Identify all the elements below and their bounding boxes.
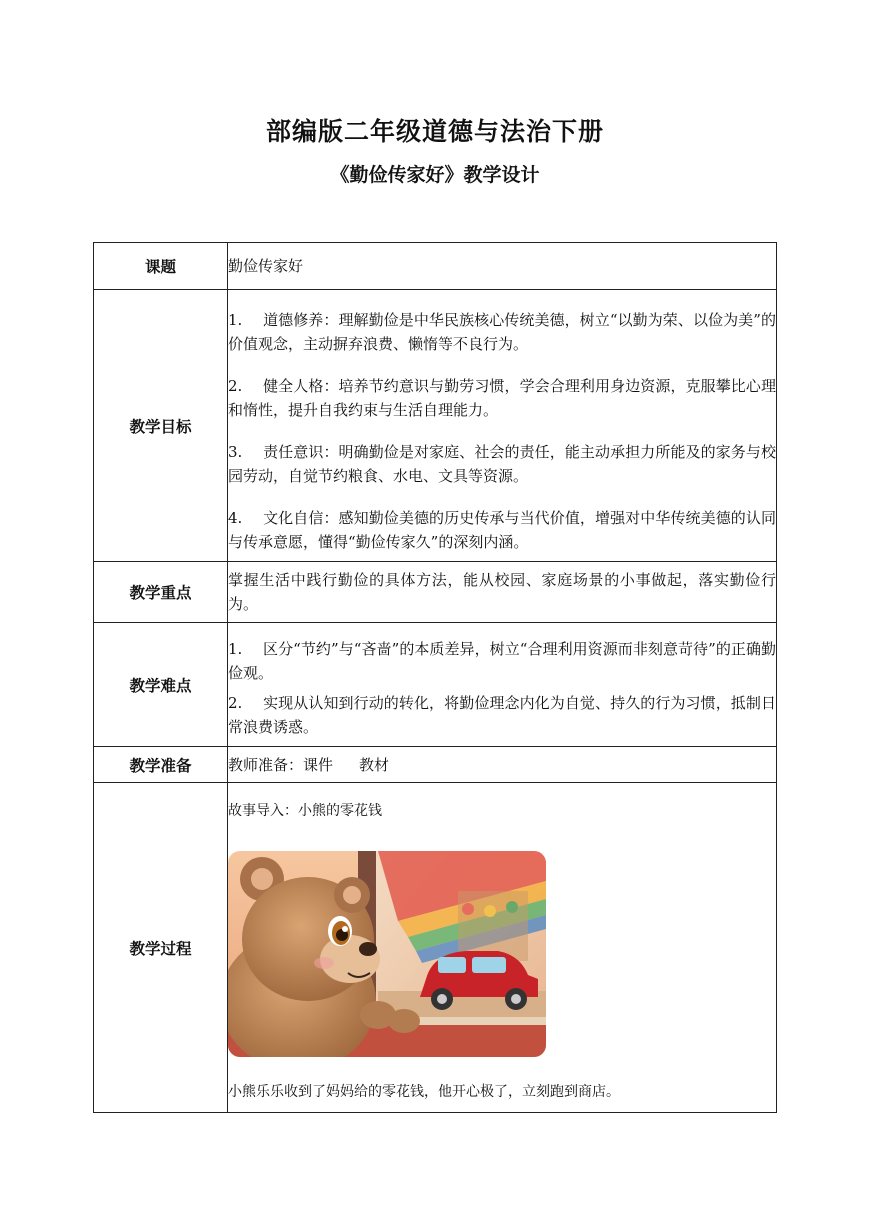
row-label-difficulties: 教学难点 xyxy=(94,623,228,747)
key-points-cell xyxy=(228,562,777,623)
preparation-prefix: 教师准备： xyxy=(228,755,304,774)
document-subtitle: 《勤俭传家好》教学设计 xyxy=(330,164,540,186)
objectives-cell xyxy=(228,290,777,562)
topic-value: 勤俭传家好 xyxy=(228,243,777,290)
document-title: 部编版二年级道德与法治下册 xyxy=(265,117,604,146)
objective-item: 3. 责任意识：明确勤俭是对家庭、社会的责任，能主动承担力所能及的家务与校园劳动，自觉节约粮食、水电、文具等资源。 xyxy=(228,443,776,485)
row-label-process: 教学过程 xyxy=(94,783,228,1113)
preparation-cell xyxy=(228,747,777,783)
lesson-plan-table xyxy=(93,242,777,1113)
preparation-item: 课件 xyxy=(303,755,334,774)
bear-story-illustration xyxy=(228,851,546,1057)
row-difficulties xyxy=(94,623,777,747)
row-process xyxy=(94,783,777,1113)
objective-item: 2. 健全人格：培养节约意识与勤劳习惯，学会合理利用身边资源，克服攀比心理和惰性，提升自我约束与生活自理能力。 xyxy=(228,377,776,419)
row-preparation xyxy=(94,747,777,783)
difficulty-item: 2. 实现从认知到行动的转化，将勤俭理念内化为自觉、持久的行为习惯，抵制日常浪费诱惑。 xyxy=(228,694,776,736)
row-label-topic: 课题 xyxy=(94,243,228,290)
process-intro: 故事导入：小熊的零花钱 xyxy=(228,803,382,819)
row-key-points xyxy=(94,562,777,623)
row-label-objectives: 教学目标 xyxy=(94,290,228,562)
objective-item: 1. 道德修养：理解勤俭是中华民族核心传统美德，树立“以勤为荣、以俭为美”的价值观念，主动摒弃浪费、懒惰等不良行为。 xyxy=(228,311,776,353)
process-cell xyxy=(228,783,777,1113)
difficulties-cell xyxy=(228,623,777,747)
difficulty-item: 1. 区分“节约”与“吝啬”的本质差异，树立“合理利用资源而非刻意苛待”的正确勤俭观。 xyxy=(228,640,776,682)
row-label-key-points: 教学重点 xyxy=(94,562,228,623)
row-topic xyxy=(94,243,777,290)
row-objectives xyxy=(94,290,777,562)
row-label-preparation: 教学准备 xyxy=(94,747,228,783)
preparation-item: 教材 xyxy=(359,755,390,774)
process-caption: 小熊乐乐收到了妈妈给的零花钱，他开心极了，立刻跑到商店。 xyxy=(228,1084,620,1100)
key-points-text: 掌握生活中践行勤俭的具体方法，能从校园、家庭场景的小事做起，落实勤俭行为。 xyxy=(228,571,776,613)
objective-item: 4. 文化自信：感知勤俭美德的历史传承与当代价值，增强对中华传统美德的认同与传承意愿，懂得“勤俭传家久”的深刻内涵。 xyxy=(228,509,776,551)
bear-window-illustration xyxy=(228,851,546,1057)
